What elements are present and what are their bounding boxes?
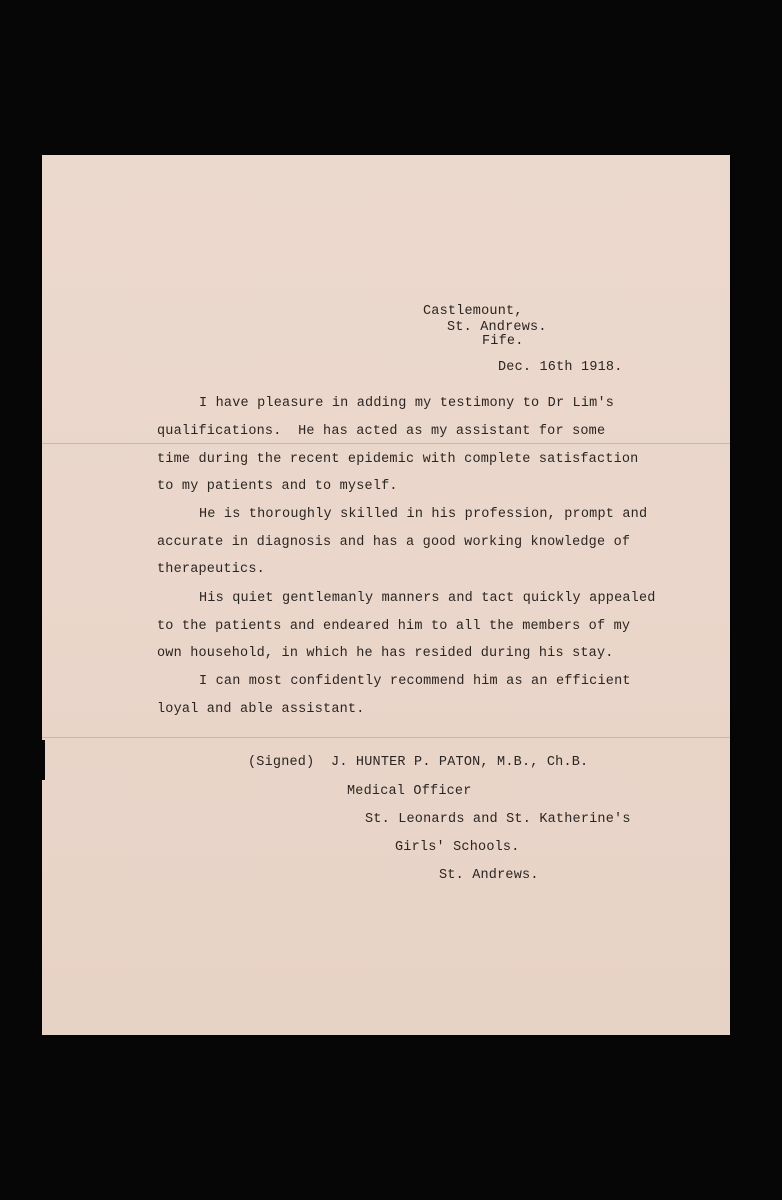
paragraph-2-line-1: He is thoroughly skilled in his profession, prompt and <box>199 507 648 522</box>
letter-page <box>42 155 730 1035</box>
paragraph-1-line-2: qualifications. He has acted as my assistant for some <box>157 424 606 439</box>
signatory-title: Medical Officer <box>347 784 472 799</box>
paragraph-2-line-2: accurate in diagnosis and has a good working knowledge of <box>157 535 631 550</box>
letter-date: Dec. 16th 1918. <box>498 360 623 375</box>
paragraph-1-line-4: to my patients and to myself. <box>157 479 398 494</box>
address-line-3: Fife. <box>482 334 524 349</box>
paragraph-1-line-3: time during the recent epidemic with complete satisfaction <box>157 452 639 467</box>
paragraph-3-line-2: to the patients and endeared him to all the members of my <box>157 619 631 634</box>
fold-line-lower <box>42 737 730 738</box>
fold-line-upper <box>42 443 730 444</box>
signatory-institution: St. Leonards and St. Katherine's <box>365 812 631 827</box>
signature-line: (Signed) J. HUNTER P. PATON, M.B., Ch.B. <box>248 755 589 770</box>
paragraph-1-line-1: I have pleasure in adding my testimony to Dr Lim's <box>199 396 615 411</box>
paragraph-4-line-1: I can most confidently recommend him as an efficient <box>199 674 631 689</box>
address-line-2: St. Andrews. <box>447 320 547 335</box>
paragraph-2-line-3: therapeutics. <box>157 562 265 577</box>
paragraph-4-line-2: loyal and able assistant. <box>157 702 365 717</box>
signatory-location: St. Andrews. <box>439 868 539 883</box>
address-line-1: Castlemount, <box>423 304 523 319</box>
torn-edge <box>39 740 45 780</box>
paragraph-3-line-3: own household, in which he has resided during his stay. <box>157 646 614 661</box>
paragraph-3-line-1: His quiet gentlemanly manners and tact quickly appealed <box>199 591 656 606</box>
signatory-institution-cont: Girls' Schools. <box>395 840 520 855</box>
